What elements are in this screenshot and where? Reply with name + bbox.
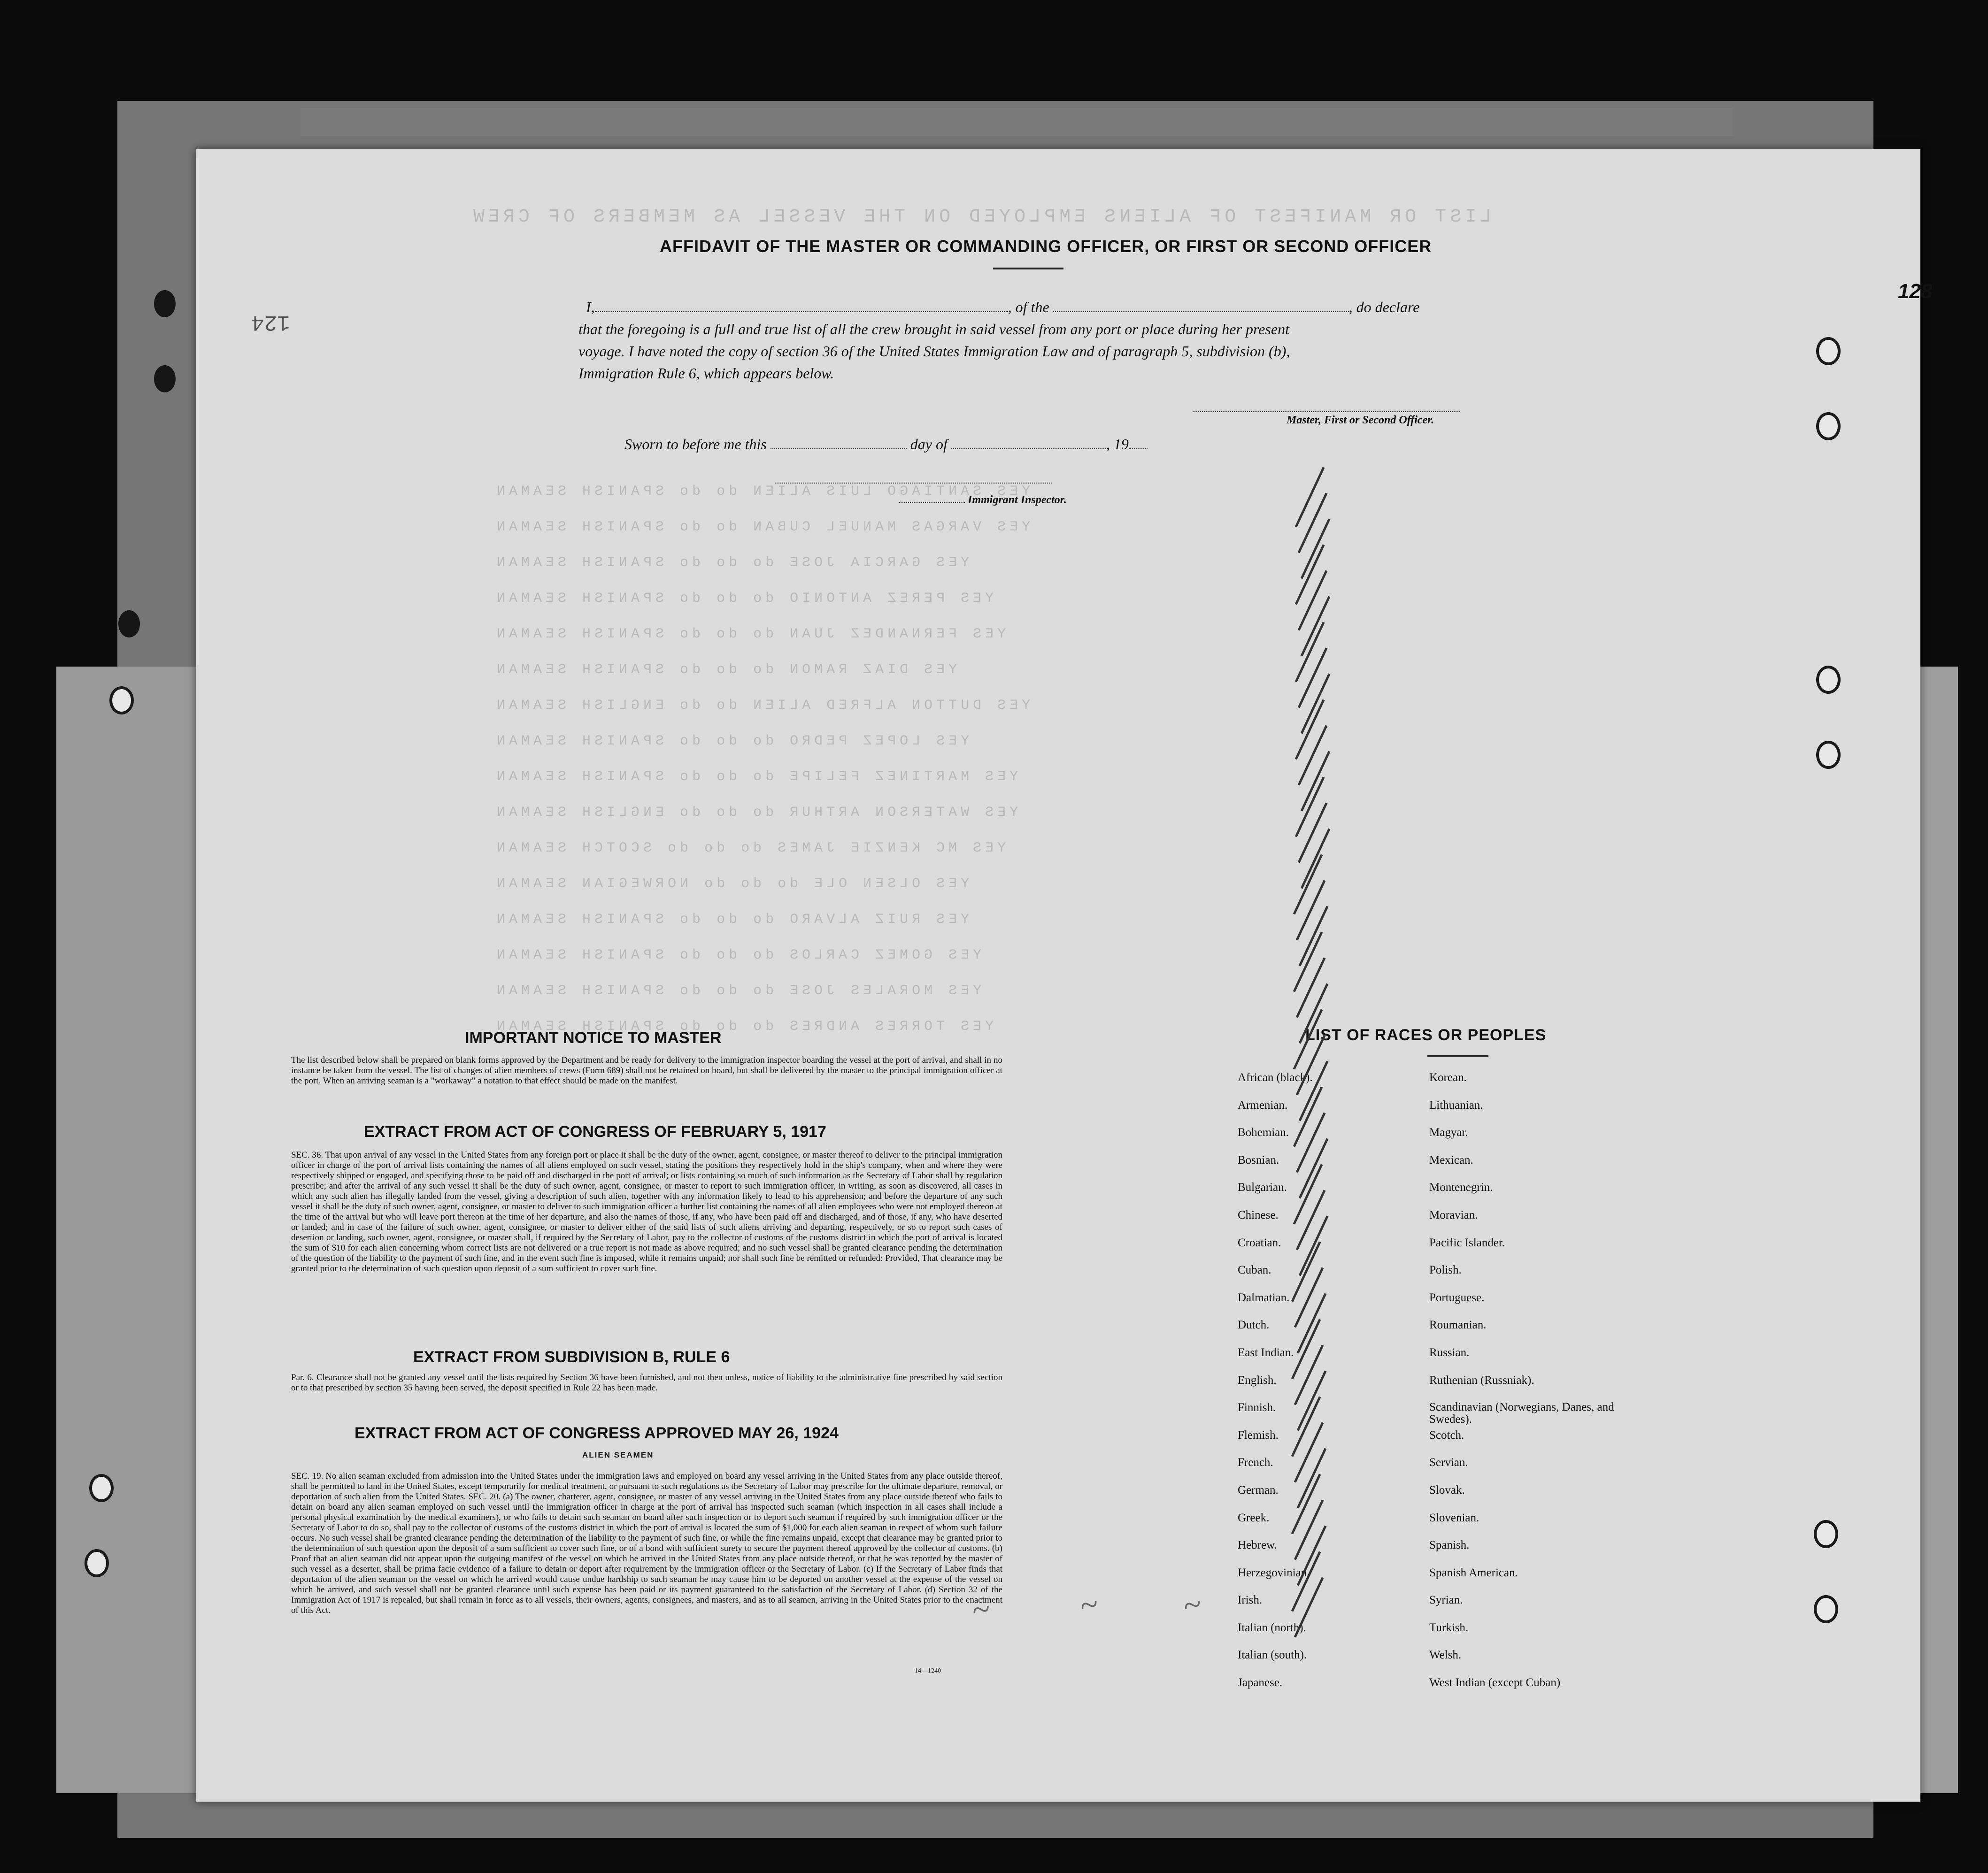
year-blank[interactable] xyxy=(1129,448,1148,449)
race-item: Mexican. xyxy=(1429,1153,1473,1167)
notice-title: IMPORTANT NOTICE TO MASTER xyxy=(465,1029,722,1047)
race-item: Finnish. xyxy=(1238,1401,1276,1414)
stamped-number: 124 xyxy=(251,310,290,334)
race-item: Italian (south). xyxy=(1238,1649,1307,1662)
form-number: 14—1240 xyxy=(915,1667,941,1674)
race-item: Russian. xyxy=(1429,1346,1470,1359)
race-item: German. xyxy=(1238,1483,1279,1497)
bleedthrough-row: YES SANTIAGO LUIS ALIEN do do SPANISH SEAMAN xyxy=(493,484,1031,499)
bleedthrough-row: YES GARCIA JOSE do do do SPANISH SEAMAN xyxy=(493,555,970,571)
race-item: Greek. xyxy=(1238,1511,1270,1524)
affidavit-declare: , do declare xyxy=(1348,299,1420,315)
title-rule xyxy=(993,268,1063,269)
affidavit-line-3: voyage. I have noted the copy of section 36 of the United States Immigration Law and of paragraph 5, subdivision (b), xyxy=(578,343,1290,360)
punch-hole xyxy=(154,365,176,392)
handwritten-scribble: ~ xyxy=(1077,1586,1101,1625)
bleedthrough-row: YES RUIZ ALVARO do do do SPANISH SEAMAN xyxy=(493,912,970,928)
punch-hole xyxy=(1816,666,1841,694)
race-item: East Indian. xyxy=(1238,1346,1294,1359)
affidavit-line-2: that the foregoing is a full and true list of all the crew brought in said vessel from any port or place during her present xyxy=(578,321,1289,338)
extract-1917-text: SEC. 36. That upon arrival of any vessel in the United States from any foreign port or place it shall be the duty of the owner, agent, consignee, or master thereof to deliver to the principal immigration officer in charge of the port of arrival lists containing the names of all aliens employed on such vessel, stating the positions they respectively hold in the ship's company, when and where they were respectively shipped or engaged, and specifying those to be paid off and discharged in the port of arrival; or lists containing so much of such information as the Secretary of Labor shall by regulation prescribe; and after the arrival of any such vessel it shall be the duty of such owner, agent, consignee, or master to report to such immigration officer, in writing, as soon as discovered, all cases in which any such alien has illegally landed from the vessel, giving a description of such alien, together with any information likely to lead to his apprehension; and before the departure of any such vessel it shall be the duty of such owner, agent, consignee, or master to deliver to such immigration officer a further list containing the names of all alien employees who were not employed thereon at the time of the arrival but who will leave port thereon at the time of her departure, and also the names of those, if any, who have been paid off and discharged, and of those, if any, who have deserted or landed; and in case of the failure of such owner, agent, consignee, or master to deliver either of the said lists of such aliens arriving and departing, respectively, or so to report such cases of desertion or landing, such owner, agent, consignee, or master shall, if required by the Secretary of Labor, pay to the collector of customs of the customs district in which the port of arrival is located the sum of $10 for each alien concerning whom correct lists are not delivered or a true report is not made as above required; and no such vessel shall be granted clearance pending the determination of the question of the liability to the payment of such fine, and in the event such fine is imposed, while it remains unpaid; nor shall such fine be remitted or refunded: Provided, That clearance may be granted prior to the determination of such question upon deposit of a sum sufficient to cover such fine. xyxy=(291,1150,1002,1274)
handwritten-scribble: ~ xyxy=(969,1590,992,1629)
bleedthrough-row: YES PEREZ ANTONIO do do do SPANISH SEAMAN xyxy=(493,591,994,606)
name-blank[interactable] xyxy=(595,311,1008,312)
bleedthrough-row: YES TORRES ANDRES do do do SPANISH SEAMAN xyxy=(493,1019,994,1035)
race-item: Slovak. xyxy=(1429,1483,1465,1497)
race-item: Polish. xyxy=(1429,1264,1462,1277)
race-item: Moravian. xyxy=(1429,1208,1478,1221)
punch-hole xyxy=(1814,1595,1838,1623)
bleedthrough-row: YES OLSEN OLE do do do NORWEGIAN SEAMAN xyxy=(493,876,970,892)
punch-hole xyxy=(154,290,176,317)
race-item: Bosnian. xyxy=(1238,1153,1279,1167)
inspector-signature-line[interactable] xyxy=(775,483,1052,484)
race-item: Hebrew. xyxy=(1238,1539,1277,1552)
affidavit-line-4: Immigration Rule 6, which appears below. xyxy=(578,365,834,382)
day-blank[interactable] xyxy=(771,448,907,449)
sworn-label: Sworn to before me this xyxy=(624,436,767,453)
master-signature-line[interactable] xyxy=(1193,411,1460,412)
handwritten-scribble: ~ xyxy=(1179,1585,1205,1625)
bleedthrough-row: YES MARTINEZ FELIPE do do do SPANISH SEAMAN xyxy=(493,769,1018,785)
punch-hole xyxy=(118,610,140,637)
race-item: African (black). xyxy=(1238,1071,1313,1084)
race-item: Croatian. xyxy=(1238,1236,1281,1249)
extract-1917-title: EXTRACT FROM ACT OF CONGRESS OF FEBRUARY 5, 1917 xyxy=(364,1123,826,1141)
punch-hole xyxy=(1814,1520,1838,1548)
alien-seamen-heading: ALIEN SEAMEN xyxy=(582,1451,654,1459)
race-item: Pacific Islander. xyxy=(1429,1236,1505,1249)
master-signature-label: Master, First or Second Officer. xyxy=(1287,414,1434,426)
race-item: Magyar. xyxy=(1429,1126,1468,1139)
race-item: Slovenian. xyxy=(1429,1511,1479,1524)
race-item: Ruthenian (Russniak). xyxy=(1429,1374,1534,1387)
race-item: Bulgarian. xyxy=(1238,1181,1287,1194)
races-rule xyxy=(1427,1055,1488,1057)
subdivision-title: EXTRACT FROM SUBDIVISION B, RULE 6 xyxy=(413,1348,730,1366)
race-item: Korean. xyxy=(1429,1071,1467,1084)
punch-hole xyxy=(1816,412,1841,440)
affidavit-title: AFFIDAVIT OF THE MASTER OR COMMANDING OFFICER, OR FIRST OR SECOND OFFICER xyxy=(660,237,1432,256)
punch-hole xyxy=(1816,741,1841,769)
month-blank[interactable] xyxy=(951,448,1106,449)
race-item: Bohemian. xyxy=(1238,1126,1289,1139)
page-number: 128 xyxy=(1898,280,1933,303)
inspector-blank xyxy=(899,502,965,503)
race-item: Spanish. xyxy=(1429,1539,1470,1552)
race-item: Japanese. xyxy=(1238,1676,1283,1689)
race-item: Dalmatian. xyxy=(1238,1291,1290,1304)
race-item: French. xyxy=(1238,1456,1273,1469)
affidavit-line-1 xyxy=(586,299,1419,316)
races-right-column xyxy=(1429,1071,1626,1704)
inspector-signature-label xyxy=(899,494,1067,507)
race-item: Syrian. xyxy=(1429,1594,1463,1607)
race-item: Chinese. xyxy=(1238,1208,1279,1221)
races-title: LIST OF RACES OR PEOPLES xyxy=(1305,1026,1547,1044)
punch-hole xyxy=(89,1474,114,1502)
subdivision-text: Par. 6. Clearance shall not be granted any vessel until the lists required by Section 36 have been furnished, and not then unless, notice of liability to the administrative fine prescribed by said section or to that prescribed by section 35 having been served, the deposit specified in Rule 22 has been made. xyxy=(291,1373,1002,1393)
race-item: Armenian. xyxy=(1238,1098,1288,1112)
punch-hole xyxy=(1816,337,1841,365)
vessel-blank[interactable] xyxy=(1053,311,1349,312)
bleedthrough-row: YES GOMEZ CARLOS do do do SPANISH SEAMAN xyxy=(493,947,982,963)
bleedthrough-header: LIST OR MANIFEST OF ALIENS EMPLOYED ON THE VESSEL AS MEMBERS OF CREW xyxy=(470,207,1492,228)
bleedthrough-row: YES DIAZ RAMON do do do SPANISH SEAMAN xyxy=(493,662,957,678)
race-item: Cuban. xyxy=(1238,1264,1271,1277)
race-item: West Indian (except Cuban) xyxy=(1429,1676,1561,1689)
inspector-label-text: Immigrant Inspector. xyxy=(968,494,1067,506)
bleedthrough-row: YES FERNANDEZ JUAN do do do SPANISH SEAMAN xyxy=(493,626,1006,642)
race-item: Turkish. xyxy=(1429,1621,1469,1634)
affidavit-i: I, xyxy=(586,299,595,315)
race-item: Spanish American. xyxy=(1429,1566,1518,1579)
race-item: Welsh. xyxy=(1429,1649,1462,1662)
race-item: Lithuanian. xyxy=(1429,1098,1483,1112)
race-item: Italian (north). xyxy=(1238,1621,1306,1634)
extract-1924-text: SEC. 19. No alien seaman excluded from admission into the United States under the immigration laws and employed on board any vessel arriving in the United States from any place outside thereof, shall be permitted to land in the United States, except temporarily for medical treatment, or pursuant to such regulations as the Secretary of Labor may prescribe for the ultimate departure, removal, or deportation of such alien from the United States. SEC. 20. (a) The owner, charterer, agent, consignee, or master of any vessel arriving in the United States from any place outside thereof who fails to detain on board any alien seaman employed on such vessel until the immigration officer in charge at the port of arrival has inspected such seaman (which inspection in all cases shall include a personal physical examination by the medical examiners), or who fails to detain such seaman on board after such inspection or to deport such seaman if required by such immigration officer or the Secretary of Labor to do so, shall pay to the collector of customs of the customs district in which the port of arrival is located the sum of $1,000 for each alien seaman in respect of whom such failure occurs. No such vessel shall be granted clearance pending the determination of the liability to the payment of such fine, or while the fine remains unpaid, except that clearance may be granted prior to the determination of such question upon the deposit of a sum sufficient to cover such fine, or of a bond with sufficient surety to secure the payment thereof approved by the collector of customs. (b) Proof that an alien seaman did not appear upon the outgoing manifest of the vessel on which he arrived in the United States from any place outside thereof, or that he was reported by the master of such vessel as a deserter, shall be prima facie evidence of a failure to detain or deport after requirement by the immigration officer or the Secretary of Labor. (c) If the Secretary of Labor finds that deportation of the alien seaman on the vessel on which he arrived would cause undue hardship to such seaman he may cause him to be deported on another vessel at the expense of the vessel on which he arrived, and such vessel shall not be granted clearance until such expense has been paid or its payment guaranteed to the satisfaction of the Secretary of Labor. (d) Section 32 of the Immigration Act of 1917 is repealed, but shall remain in force as to all vessels, their owners, agents, consignees, and masters, and as to all seamen, arriving in the United States prior to the enactment of this Act. xyxy=(291,1471,1002,1615)
race-item: Herzegovinian. xyxy=(1238,1566,1310,1579)
bleedthrough-row: YES VARGAS MANUEL CUBAN do do SPANISH SEAMAN xyxy=(493,519,1031,535)
affidavit-of: , of the xyxy=(1008,299,1049,315)
day-of-label: day of xyxy=(910,436,948,453)
race-item: Montenegrin. xyxy=(1429,1181,1493,1194)
race-item: English. xyxy=(1238,1374,1277,1387)
race-item: Flemish. xyxy=(1238,1428,1279,1442)
race-item: Servian. xyxy=(1429,1456,1468,1469)
bleedthrough-row: YES DUTTON ALFRED ALIEN do do ENGLISH SEAMAN xyxy=(493,698,1031,714)
punch-hole xyxy=(109,686,134,714)
race-item: Scotch. xyxy=(1429,1428,1464,1442)
extract-1924-title: EXTRACT FROM ACT OF CONGRESS APPROVED MAY 26, 1924 xyxy=(354,1424,839,1442)
bleedthrough-row: YES MC KENZIE JAMES do do do SCOTCH SEAMAN xyxy=(493,840,1006,856)
notice-text: The list described below shall be prepared on blank forms approved by the Department and be ready for delivery to the immigration inspector boarding the vessel at the port of arrival, and shall in no instance be taken from the vessel. The list of changes of alien members of crews (Form 689) shall not be retained on board, but shall be delivered by the master to the principal immigration officer at the port. When an arriving seaman is a "workaway" a notation to that effect should be made on the manifest. xyxy=(291,1055,1002,1086)
sworn-line xyxy=(624,436,1148,453)
bleedthrough-row: YES MORALES JOSE do do do SPANISH SEAMAN xyxy=(493,983,982,999)
bleedthrough-row: YES LOPEZ PEDRO do do do SPANISH SEAMAN xyxy=(493,733,970,749)
race-item: Irish. xyxy=(1238,1594,1263,1607)
year-label: , 19 xyxy=(1106,436,1129,453)
race-item: Roumanian. xyxy=(1429,1319,1487,1332)
race-item: Portuguese. xyxy=(1429,1291,1485,1304)
top-edge-strip xyxy=(301,108,1733,136)
bleedthrough-row: YES WATERSON ARTHUR do do do ENGLISH SEAMAN xyxy=(493,805,1018,821)
race-item: Scandinavian (Norwegians, Danes, and Swedes). xyxy=(1429,1401,1614,1426)
race-item: Dutch. xyxy=(1238,1319,1270,1332)
punch-hole xyxy=(85,1549,109,1577)
